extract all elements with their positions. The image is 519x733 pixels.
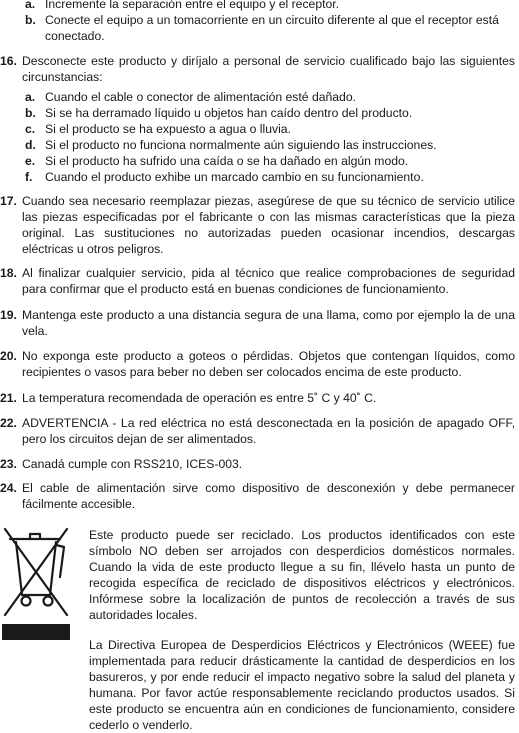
subitem-letter: a. (25, 0, 36, 11)
item-number: 22. (0, 416, 17, 430)
list-subitem (25, 137, 515, 153)
item-number: 18. (0, 266, 17, 280)
list-item (0, 456, 515, 472)
list-item (0, 265, 515, 297)
list-subitem (25, 89, 515, 105)
list-subitem (25, 153, 515, 169)
subitem-text: Si el producto se ha expuesto a agua o lluvia. (45, 122, 291, 136)
subitem-text: Incremente la separación entre el equipo y el receptor. (45, 0, 340, 11)
subitem-text: Si se ha derramado líquido u objetos han caído dentro del producto. (45, 106, 413, 120)
subitem-letter: b. (25, 13, 36, 27)
list-item (0, 193, 515, 257)
list-item (0, 415, 515, 447)
subitem-letter: d. (25, 138, 36, 152)
weee-directive-paragraph: La Directiva Europea de Desperdicios Eléctricos y Electrónicos (WEEE) fue implementada para reducir drásticamente la cantidad de desperdicios en los basureros, y por ende reducir el impacto negativo sobre la salud del planeta y humana. Por favor actúe responsablemente reciclando productos usados. Si este producto se encuentra aún en condiciones de funcionamiento, considere cederlo o venderlo. (89, 638, 515, 732)
subitem-text: Conecte el equipo a un tomacorriente en un circuito diferente al que el receptor está conectado. (45, 13, 499, 43)
subitem-text: Cuando el cable o conector de alimentación esté dañado. (45, 90, 356, 104)
crossed-out-wheelie-bin-icon (2, 517, 70, 643)
item-text: Desconecte este producto y diríjalo a personal de servicio cualificado bajo las siguientes circunstancias: (22, 54, 515, 84)
item-text: Al finalizar cualquier servicio, pida al técnico que realice comprobaciones de seguridad para confirmar que el producto está en buenas condiciones de funcionamiento. (22, 266, 515, 296)
subitem-text: Si el producto no funciona normalmente aún siguiendo las instrucciones. (45, 138, 437, 152)
item-text: Canadá cumple con RSS210, ICES-003. (22, 457, 243, 471)
list-item (0, 53, 515, 85)
item-number: 24. (0, 481, 17, 495)
list-subitem (25, 0, 515, 12)
subitem-text: Cuando el producto exhibe un marcado cambio en su funcionamiento. (45, 170, 424, 184)
item-number: 17. (0, 194, 17, 208)
item-text: Mantenga este producto a una distancia segura de una llama, como por ejemplo la de una vela. (22, 308, 515, 338)
item-text: El cable de alimentación sirve como dispositivo de desconexión y debe permanecer fácilmente accesible. (22, 481, 515, 511)
item-number: 19. (0, 308, 17, 322)
item-text: La temperatura recomendada de operación es entre 5˚ C y 40˚ C. (22, 391, 377, 405)
recycling-paragraph: Este producto puede ser reciclado. Los productos identificados con este símbolo NO deben ser arrojados con desperdicios domésticos normales. Cuando la vida de este producto llegue a su fin, llévelo hasta un punto de recogida específica de reciclado de dispositivos eléctricos y electrónicos. Infórmese sobre la localización de puntos de recolección a través de sus autoridades locales. (89, 528, 515, 622)
list-subitem (25, 105, 515, 121)
list-subitem (25, 169, 515, 185)
item-text: No exponga este producto a goteos o pérdidas. Objetos que contengan líquidos, como recipientes o vasos para beber no deben ser colocados encima de este producto. (22, 349, 515, 379)
list-subitem (25, 121, 515, 137)
subitem-text: Si el producto ha sufrido una caída o se ha dañado en algún modo. (45, 154, 409, 168)
item-number: 21. (0, 391, 17, 405)
item-number: 16. (0, 54, 17, 68)
subitem-letter: f. (25, 170, 33, 184)
item-number: 23. (0, 457, 17, 471)
item-text: Cuando sea necesario reemplazar piezas, asegúrese de que su técnico de servicio utilice las piezas especificadas por el fabricante o con las mismas características que la pieza original. Las sustituciones no autorizadas pueden ocasionar incendios, descargas eléctricas u otros peligros. (22, 194, 515, 256)
list-item (0, 348, 515, 380)
item-text: ADVERTENCIA - La red eléctrica no está desconectada en la posición de apagado OFF, pero los circuitos dejan de ser alimentados. (22, 416, 515, 446)
subitem-letter: c. (25, 122, 36, 136)
subitem-letter: e. (25, 154, 36, 168)
list-item (0, 390, 515, 406)
subitem-letter: a. (25, 90, 36, 104)
list-item (0, 480, 515, 512)
list-item (0, 307, 515, 339)
subitem-letter: b. (25, 106, 36, 120)
list-subitem (25, 12, 515, 44)
item-number: 20. (0, 349, 17, 363)
